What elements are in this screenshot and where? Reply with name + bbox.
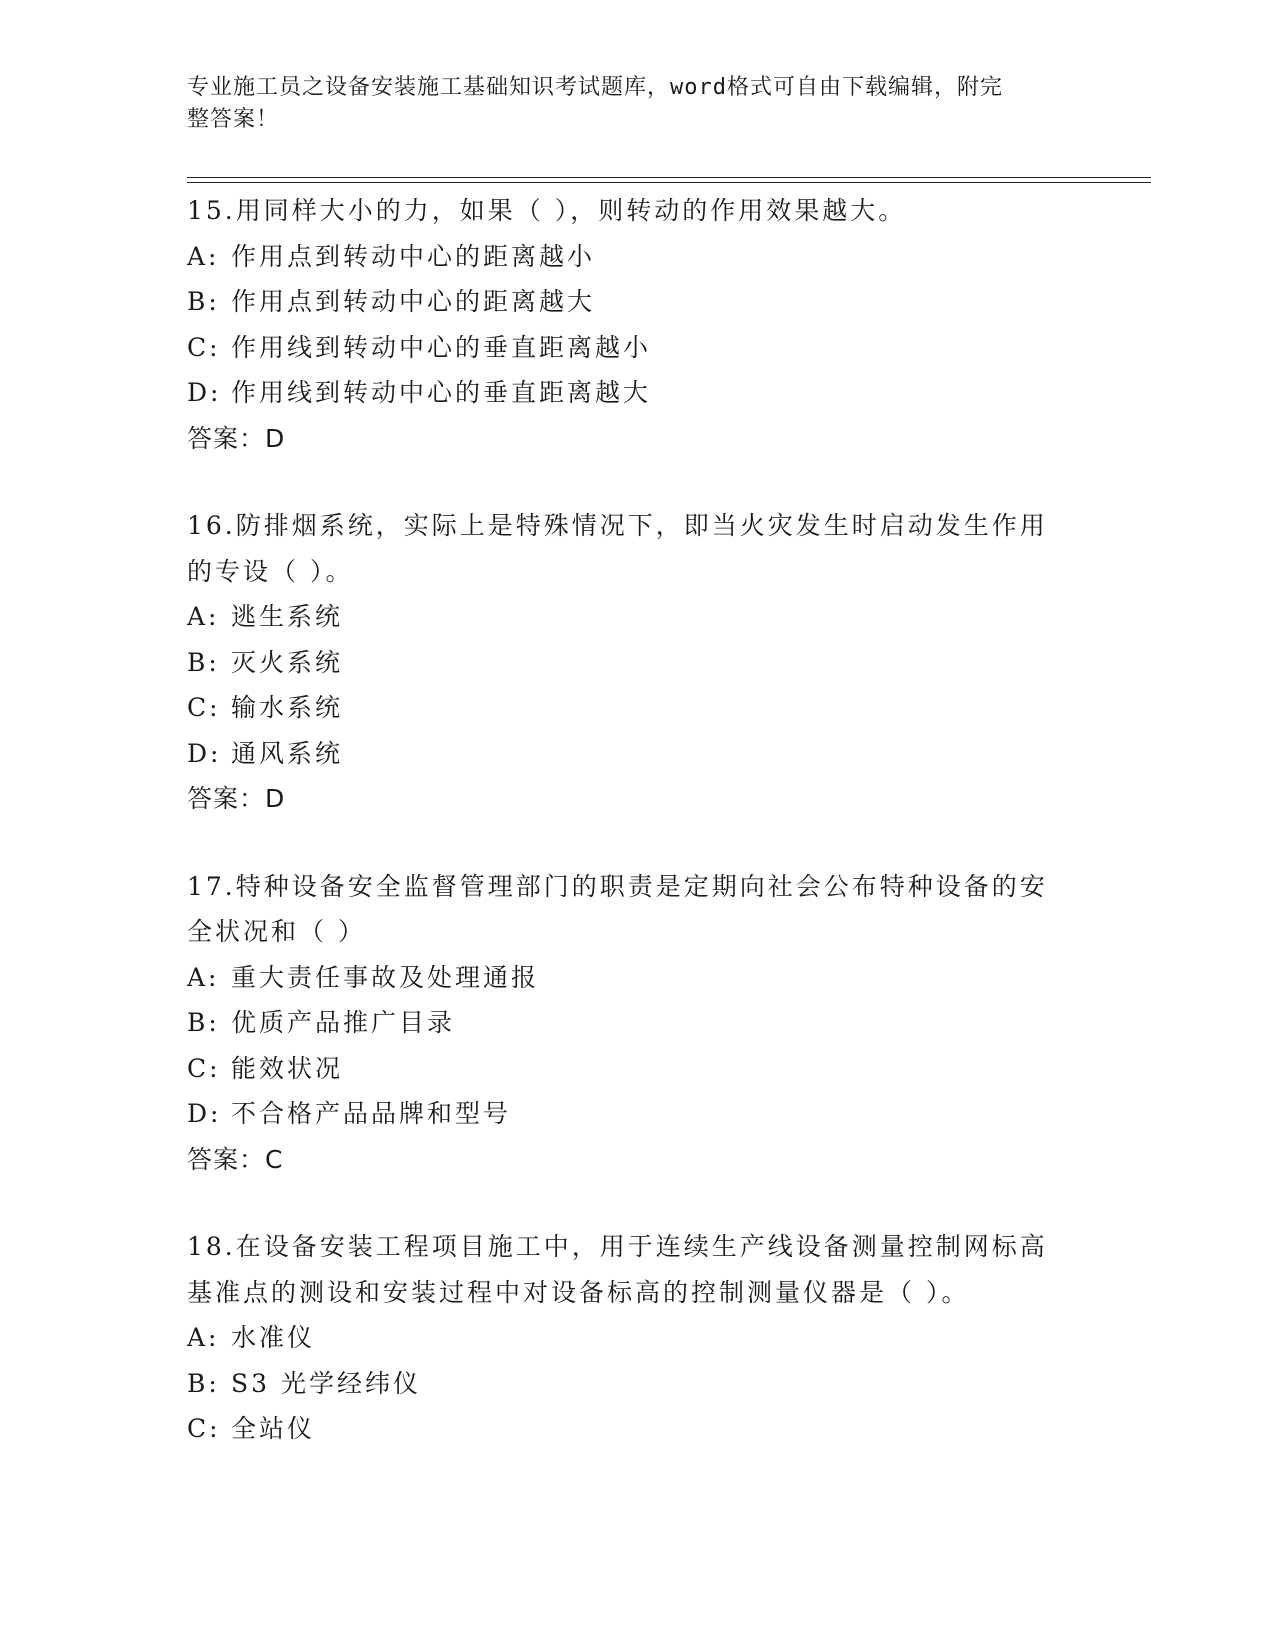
option-letter: C: bbox=[187, 1414, 221, 1443]
option-letter: A: bbox=[187, 241, 220, 271]
header-divider-bottom bbox=[187, 182, 1151, 183]
option-text: 输水系统 bbox=[231, 693, 344, 722]
document-header bbox=[187, 72, 1067, 136]
answer-line: 答案：D bbox=[187, 423, 286, 453]
option-d bbox=[187, 370, 1087, 416]
option-c bbox=[187, 685, 1087, 731]
option-c bbox=[187, 1406, 1087, 1452]
option-text: 优质产品推广目录 bbox=[231, 1008, 456, 1037]
option-b bbox=[187, 1361, 1087, 1407]
option-c bbox=[187, 325, 1087, 371]
option-text: 重大责任事故及处理通报 bbox=[231, 962, 540, 992]
option-letter: A: bbox=[187, 1323, 220, 1352]
option-text: 灭火系统 bbox=[231, 647, 344, 677]
option-letter: B: bbox=[187, 1008, 220, 1037]
option-text: 作用点到转动中心的距离越大 bbox=[231, 287, 596, 316]
option-letter: C: bbox=[187, 1053, 221, 1083]
option-letter: B: bbox=[187, 647, 220, 677]
answer-line: 答案：D bbox=[187, 784, 286, 813]
question-stem: 16.防排烟系统，实际上是特殊情况下，即当火灾发生时启动发生作用 bbox=[187, 511, 1048, 540]
option-letter: C: bbox=[187, 332, 221, 362]
option-d bbox=[187, 731, 1087, 777]
question-stem-continued: 基准点的测设和安装过程中对设备标高的控制测量仪器是（ ）。 bbox=[187, 1277, 970, 1307]
option-b bbox=[187, 279, 1087, 325]
option-a bbox=[187, 955, 1087, 1001]
option-letter: D: bbox=[187, 738, 222, 768]
question-list bbox=[187, 188, 1087, 1494]
option-text: 作用线到转动中心的垂直距离越大 bbox=[231, 378, 652, 407]
option-c bbox=[187, 1046, 1087, 1092]
option-text: 不合格产品品牌和型号 bbox=[231, 1099, 512, 1128]
question-stem: 18.在设备安装工程项目施工中，用于连续生产线设备测量控制网标高 bbox=[187, 1232, 1048, 1261]
option-text: 能效状况 bbox=[231, 1053, 344, 1083]
option-text: 水准仪 bbox=[231, 1323, 316, 1352]
question-stem: 15.用同样大小的力，如果（ ），则转动的作用效果越大。 bbox=[187, 196, 907, 225]
option-b bbox=[187, 640, 1087, 686]
option-letter: A: bbox=[187, 602, 220, 631]
option-letter: D: bbox=[187, 378, 222, 407]
header-line-1: 专业施工员之设备安装施工基础知识考试题库，word格式可自由下载编辑，附完 bbox=[187, 75, 1003, 100]
option-a bbox=[187, 594, 1087, 640]
option-letter: C: bbox=[187, 693, 221, 722]
option-a bbox=[187, 234, 1087, 280]
option-d bbox=[187, 1091, 1087, 1137]
question-18 bbox=[187, 1224, 1087, 1452]
question-stem-continued: 的专设（ ）。 bbox=[187, 556, 354, 586]
question-16 bbox=[187, 503, 1087, 822]
option-letter: D: bbox=[187, 1099, 222, 1128]
option-text: 全站仪 bbox=[231, 1414, 316, 1443]
question-15 bbox=[187, 188, 1087, 461]
option-a bbox=[187, 1315, 1087, 1361]
header-line-2: 整答案！ bbox=[187, 107, 280, 132]
option-text: 作用线到转动中心的垂直距离越小 bbox=[231, 332, 652, 362]
question-stem: 17.特种设备安全监督管理部门的职责是定期向社会公布特种设备的安 bbox=[187, 871, 1048, 901]
option-letter: B: bbox=[187, 1368, 220, 1398]
option-text: 通风系统 bbox=[231, 738, 344, 768]
option-letter: B: bbox=[187, 287, 220, 316]
option-text: 逃生系统 bbox=[231, 602, 344, 631]
option-b bbox=[187, 1000, 1087, 1046]
option-text: S3 光学经纬仪 bbox=[231, 1368, 421, 1398]
question-17 bbox=[187, 864, 1087, 1183]
option-text: 作用点到转动中心的距离越小 bbox=[231, 241, 596, 271]
answer-line: 答案：C bbox=[187, 1144, 284, 1174]
question-stem-continued: 全状况和（ ） bbox=[187, 917, 366, 946]
header-divider-top bbox=[187, 177, 1151, 178]
option-letter: A: bbox=[187, 962, 220, 992]
